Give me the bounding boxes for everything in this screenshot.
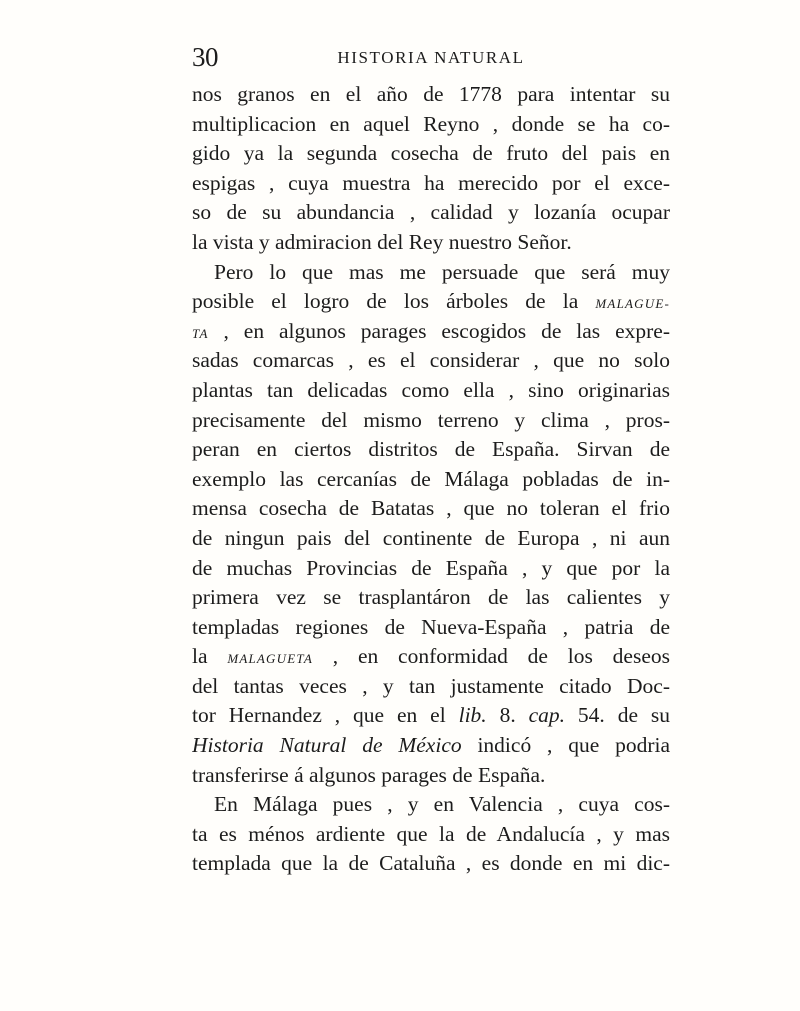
citation-lib: lib. <box>458 703 487 728</box>
text-line: gido ya la segunda cosecha de fruto del pais en <box>192 141 670 166</box>
text-line: tor Hernandez , que en el lib. 8. cap. 54. de su <box>192 703 670 728</box>
text-line: mensa cosecha de Batatas , que no toleran el frio <box>192 496 670 521</box>
text-line: de muchas Provincias de España , y que por la <box>192 555 670 580</box>
citation-cap: cap. <box>528 703 566 728</box>
term-malaguette: TA <box>192 325 209 341</box>
text-line: plantas tan delicadas como ella , sino originarias <box>192 377 670 402</box>
text-line: la MALAGUETA , en conformidad de los deseos <box>192 644 670 669</box>
text-line: templadas regiones de Nueva-España , patria de <box>192 614 670 639</box>
text-line: nos granos en el año de 1778 para intentar su <box>192 82 670 106</box>
text-line: posible el logro de los árboles de la MALAGUE- <box>192 289 670 314</box>
text-line: En Málaga pues , y en Valencia , cuya cos- <box>214 792 670 817</box>
text-line: ta es ménos ardiente que la de Andalucía , y mas <box>192 821 670 846</box>
term-malagueta: MALAGUETA <box>227 651 313 667</box>
text-line: transferirse á algunos parages de España. <box>192 762 546 787</box>
text-line: primera vez se trasplantáron de las calientes y <box>192 585 670 610</box>
text-line: multiplicacion en aquel Reyno , donde se ha co- <box>192 111 670 136</box>
page-number: 30 <box>192 42 218 72</box>
term-malaguette: MALAGUE- <box>595 296 670 312</box>
text-line: templada que la de Cataluña , es donde en mi dic- <box>192 851 670 876</box>
text-line: del tantas veces , y tan justamente citado Doc- <box>192 673 670 698</box>
page-header <box>192 42 670 72</box>
book-title: Historia Natural de México <box>192 733 462 758</box>
text-line: Historia Natural de México indicó , que podria <box>192 733 670 758</box>
text-line: sadas comarcas , es el considerar , que no solo <box>192 348 670 373</box>
text-line: precisamente del mismo terreno y clima , pros- <box>192 407 670 432</box>
text-line: TA , en algunos parages escogidos de las expre- <box>192 318 670 343</box>
body-text <box>192 80 670 879</box>
text-line: so de su abundancia , calidad y lozanía ocupar <box>192 200 670 225</box>
text-line: de ningun pais del continente de Europa , ni aun <box>192 525 670 550</box>
text-line: espigas , cuya muestra ha merecido por el exce- <box>192 170 670 195</box>
text-line: peran en ciertos distritos de España. Sirvan de <box>192 437 670 462</box>
running-head: HISTORIA NATURAL <box>337 48 525 67</box>
text-line: exemplo las cercanías de Málaga pobladas de in- <box>192 466 670 491</box>
text-line: Pero lo que mas me persuade que será muy <box>214 259 670 284</box>
text-line: la vista y admiracion del Rey nuestro Señor. <box>192 229 572 254</box>
